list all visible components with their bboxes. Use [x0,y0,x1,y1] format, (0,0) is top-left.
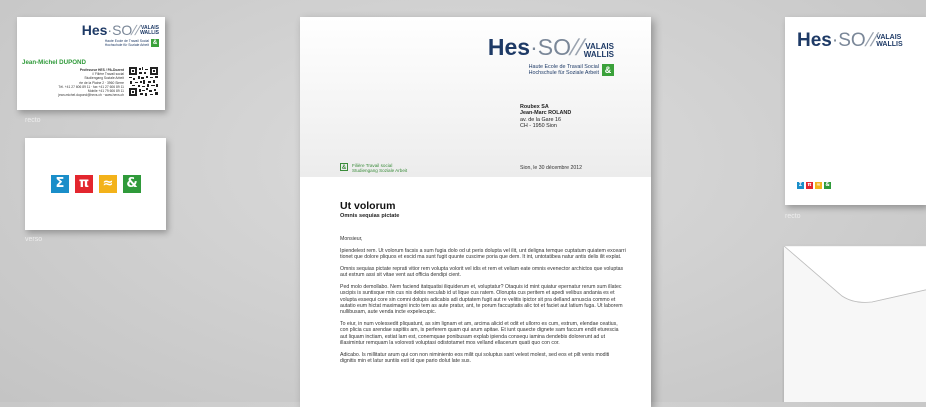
ampersand-icon: & [825,182,830,188]
pi-icon: π [807,182,812,188]
letter-logo: Hes·SO//VALAIS WALLIS Haute Ecole de Travail Social Hochschule für Soziale Arbeit & [487,34,614,77]
folder-logo: Hes·SO//VALAIS WALLIS [797,30,903,51]
ampersand-outline-icon: & [341,165,347,171]
card-name: Jean-Michel DUPOND [22,59,86,66]
approx-icon: ≈ [99,175,117,193]
ampersand-icon: & [123,175,141,193]
letter-title: Ut volorum [340,200,396,212]
paragraph: Ped molo demollabo. Nem faciend itatquatisi iliquiderum et, voluptatur? Otaquis id mint quiatur epernatur rerum sum illatec uscipis is suntisque min cus nis debis neculab id ut lique cus ratem. Olorupta cus peritem et apedi velibus andania es et volupta essequi core sin comni dolupis adicabis adi duptatem fugit aut re velitis ipictor sit pra delland arnuscia commo et autatio eum hictat maximagni incto tem as aute pratur, ant, te porum faccuptatis alic tot et faciet aut latium fuga. Ut laborem nullibusam, aute venda incte expelecupic. [340,283,623,316]
folder-recto [785,17,926,205]
logo-hes: Hes [81,22,108,38]
letter-date: Sion, le 30 décembre 2012 [520,165,583,171]
approx-icon: ≈ [816,182,821,188]
letter-sheet [300,17,651,407]
paragraph: Ipiendelest rem. Ut volorum facsis a sum fugia dolo od ut peris dolupta vel ilit, unt deligna temque cuptatum quiatem excearri tionet que dolore pliquos et escid ma sunt fugit quunte cuscime poria que dem. It int, untotatibea natur antis delis ilit explat. [340,247,626,261]
card-details: Professeur HES / PA-Dozent // Filière Travail social Studiengang Soziale Arbeit rte de la Plaine 2 · 3960 Sierre Tél. +41 27 606 89 11 · fax +41 27 606 89 11 Mobile +41 79 606 89 11 jean-michel.dupond@hevs.ch · www.hevs.ch [58,68,124,98]
paragraph: To eiur, in num volessedit pliquatunt, as sim lignam et am, arcima alicid et odit et ullorro es cum, estrum, elendae ceatius, con plicia cus arendae sapitiis am, is perferem quam qui arum apitae. Et iunt quaecte dignete sam faccum endit eturescia aut liquam inctiam, estiat lam est, conemquae ponibusam explab ipienda consequ iamina dendebis dolorerunt ad ut illasimintur remquam la voloresti voluptasi odistotamet mos velland ellacerum quati quo con cor. [340,320,619,346]
sigma-icon: Σ [798,182,803,188]
paragraph: Adicabo. Is millitatur arum qui con non niminiento eos milit qui soluptus sant velest molest, sed eos et pilt venis moditi dignitis min et latur suntiis esti id que pario dolut late sus. [340,351,610,364]
recipient-address: Roubex SA Jean-Marc ROLAND av. de la Gare 16 CH - 1950 Sion [520,104,572,130]
letter-body [340,236,626,370]
caption-recto-folder: recto [785,213,801,220]
envelope [782,244,926,402]
pi-icon: π [75,175,93,193]
qr-code-icon [129,67,158,96]
caption-recto-card: recto [25,117,41,124]
business-card-recto [17,17,165,110]
salutation: Monsieur, [340,236,363,242]
caption-verso-card: verso [25,236,43,243]
filiere-block: & Filière Travail social Studiengang Soziale Arbeit [341,163,408,174]
letter-subtitle: Omnis sequias pictate [340,213,400,219]
sigma-icon: Σ [51,175,69,193]
ampersand-icon: & [152,40,158,46]
ampersand-icon: & [602,64,614,76]
business-card-verso [25,138,166,230]
card-logo: Hes·SO//VALAIS WALLIS Haute Ecole de Travail Social Hochschule für Soziale Arbeit & [81,22,159,47]
paragraph: Omnis sequias pictate reprati vitior rem volupta volorit vel idis et rem et veliam eate omnis evenector archictos que voluptas aut estrum assi sit vitae vent aut officia dendipi cient. [340,265,624,279]
